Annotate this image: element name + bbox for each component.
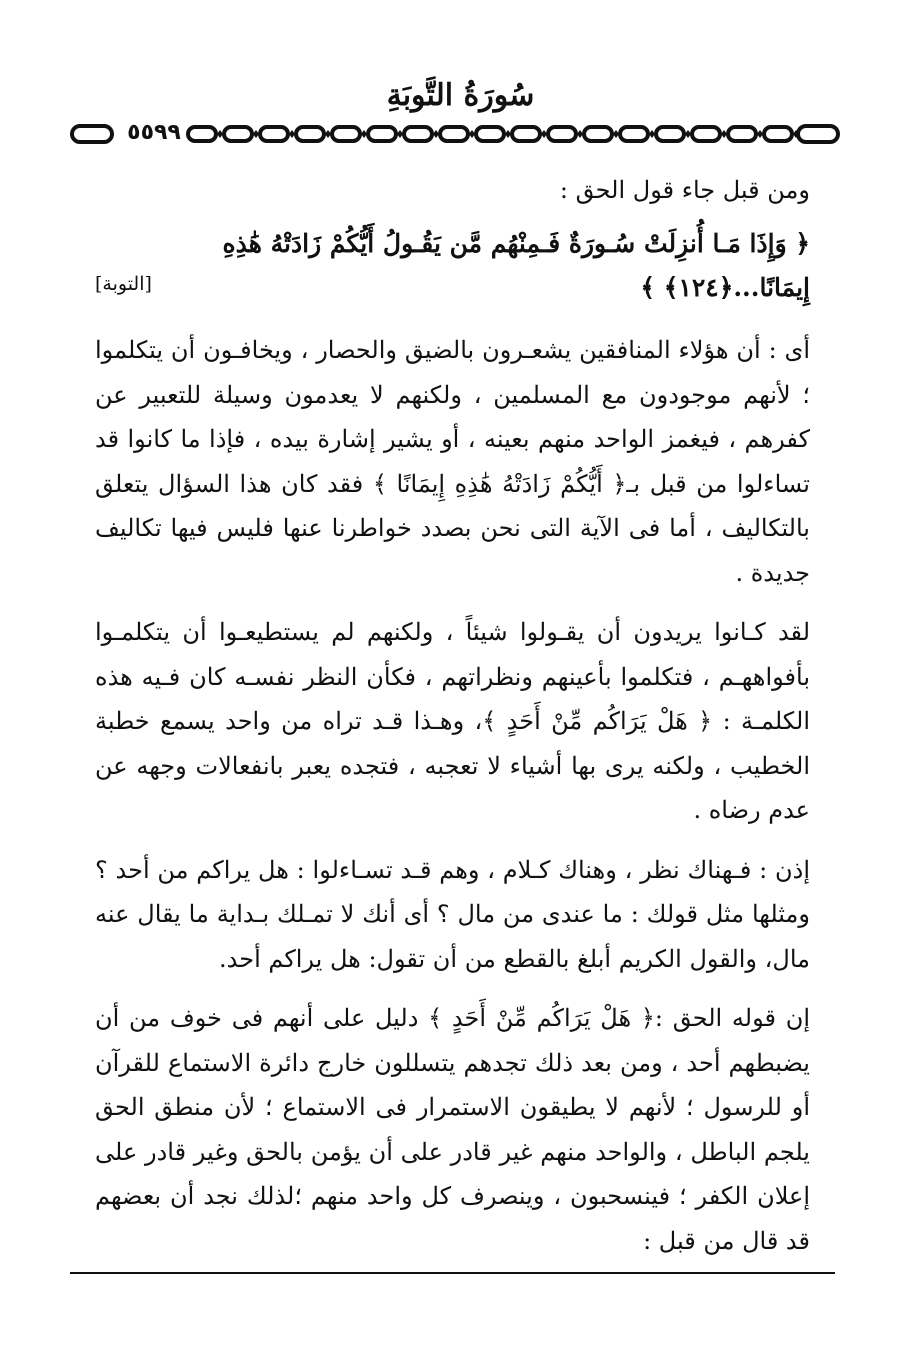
ornament-link: [332, 127, 360, 141]
ornament-link: [368, 127, 396, 141]
ornament-link: [764, 127, 792, 141]
ornament-link: [512, 127, 540, 141]
ornament-link: [296, 127, 324, 141]
ornament-link: [584, 127, 612, 141]
ornament-link: [548, 127, 576, 141]
verse-source: [التوبة]: [95, 273, 152, 295]
intro-line: ومن قبل جاء قول الحق :: [559, 176, 810, 204]
ornament-link: [620, 127, 648, 141]
ornament-cap: [798, 126, 838, 142]
ornament-link: [260, 127, 288, 141]
paragraph-3: إذن : فـهناك نظر ، وهناك كـلام ، وهم قـد تسـاءلوا : هل يراكم من أحد ؟ ومثلها مثل قولك : ما عندى من مال ؟ أى أنك لا تمـلك بـداية ما يقال عنه مال، والقول الكريم أبلغ بالقطع من أن تقول: هل يراكم أحد.: [95, 855, 810, 973]
ornament-link: [692, 127, 720, 141]
paragraph-1: أى : أن هؤلاء المنافقين يشعـرون بالضيق والحصار ، ويخافـون أن يتكلموا ؛ لأنهم موجودون مع المسلمين ، ولكنهم لا يعدمون وسيلة للتعبير عن كفرهم ، فيغمز الواحد منهم بعينه ، أو يشير إشارة بيده ، فإذا ما كانوا قد تساءلوا من قبل بـ﴿ أَيُّكُمْ زَادَتْهُ هَٰذِهِ إِيمَانًا ﴾ فقد كان هذا السؤال يتعلق بالتكاليف ، أما فى الآية التى نحن بصدد خواطرنا عنها فليس فيها تكاليف جديدة .: [95, 336, 810, 587]
verse-line-2: إِيمَانًا...﴿١٢٤﴾ ﴾: [640, 273, 810, 302]
paragraph-4: إن قوله الحق :﴿ هَلْ يَرَاكُم مِّنْ أَحَدٍ ﴾ دليل على أنهم فى خوف من أن يضبطهم أحد ، ومن بعد ذلك تجدهم يتسللون خارج دائرة الاستماع للقرآن أو للرسول ؛ لأنهم لا يطيقون الاستمرار فى الاستماع ؛ لأن منطق الحق يلجم الباطل ، والواحد منهم غير قادر على أن يؤمن بالحق وغير قادر على إعلان الكفر ؛ فينسحبون ، وينصرف كل واحد منهم ؛لذلك نجد أن بعضهم قد قال من قبل :: [95, 1004, 810, 1255]
verse-line-2-row: [95, 266, 810, 310]
footer-divider: [70, 1272, 835, 1274]
quran-verse-block: [95, 222, 810, 310]
ornament-link: [188, 127, 216, 141]
ornament-cap: [72, 126, 112, 142]
ornament-link: [404, 127, 432, 141]
ornament-link: [440, 127, 468, 141]
surah-title: سُورَةُ التَّوبَةِ: [386, 78, 535, 113]
commentary-text: [95, 328, 810, 1263]
ornament-link: [476, 127, 504, 141]
page-number: ٥٥٩٩: [122, 120, 186, 146]
verse-line-1: ﴿ وَإِذَا مَـا أُنزِلَتْ سُـورَةٌ فَـمِنْهُم مَّن يَقُـولُ أَيُّكُمْ زَادَتْهُ هَٰذِهِ: [222, 229, 810, 258]
paragraph-2: لقد كـانوا يريدون أن يقـولوا شيئاً ، ولكنهم لم يستطيعـوا أن يتكلمـوا بأفواههـم ، فتكلموا بأعينهم ونظراتهم ، فكأن النظر نفسـه كان فـيه هذه الكلمـة : ﴿ هَلْ يَرَاكُم مِّنْ أَحَدٍ ﴾، وهـذا قـد تراه من واحد يسمع خطبة الخطيب ، ولكنه يرى بها أشياء لا تعجبه ، فتجده يعبر بانفعالات وجهه عن عدم رضاه .: [95, 618, 811, 824]
ornament-link: [728, 127, 756, 141]
ornament-link: [656, 127, 684, 141]
ornament-link: [224, 127, 252, 141]
